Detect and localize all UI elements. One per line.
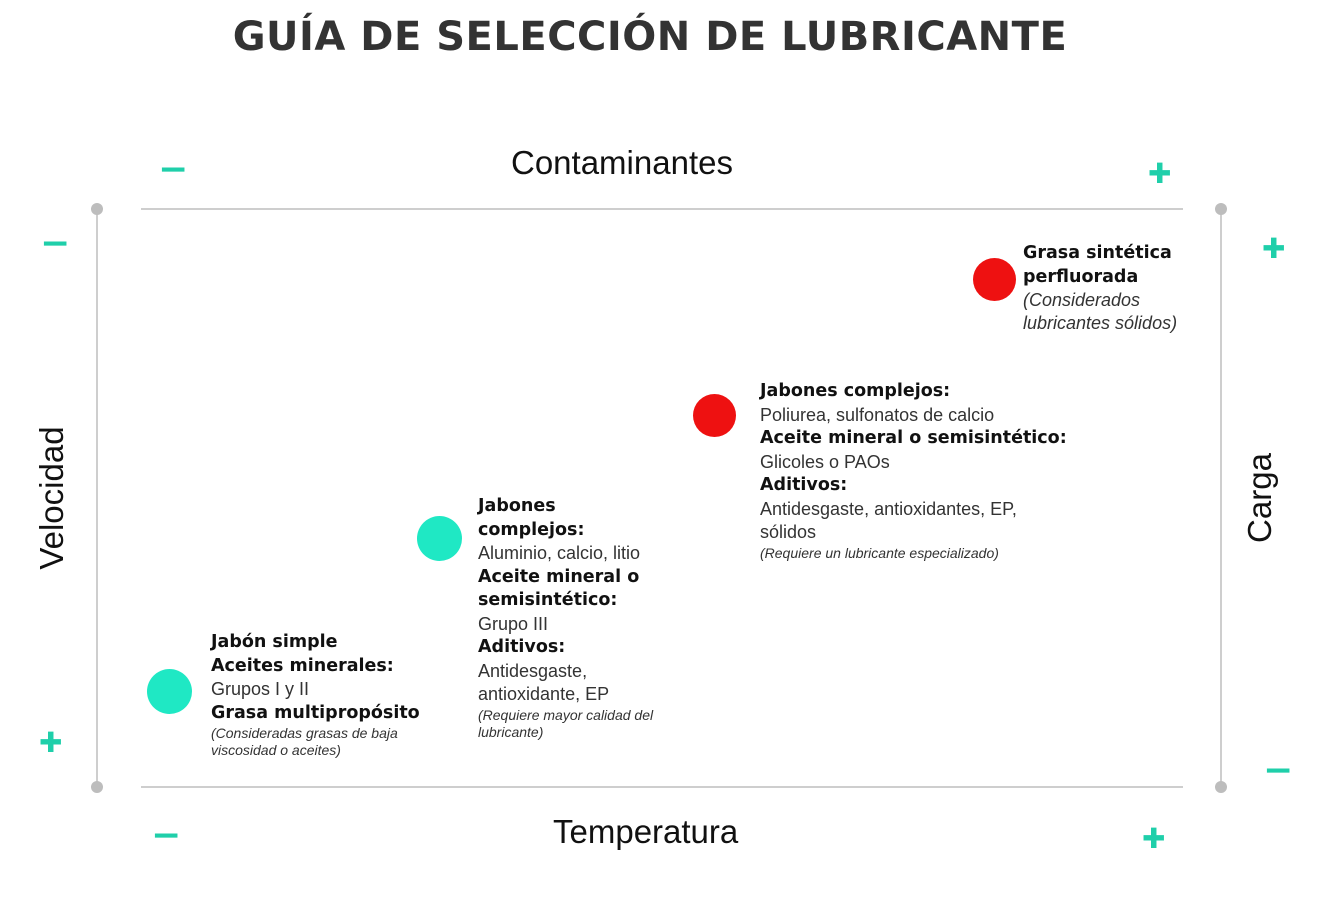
minus-icon-top-left: − <box>158 149 189 190</box>
point-2-line: Aceite mineral o semisintético: <box>478 566 640 610</box>
plus-icon-bottom-right: ✚ <box>1142 822 1166 855</box>
point-1-line: Grasa multipropósito <box>211 702 420 723</box>
point-3-line: Aditivos: <box>760 475 848 495</box>
point-3-line: Glicoles o PAOs <box>760 451 890 472</box>
point-text-4 <box>1023 242 1193 335</box>
point-marker-2 <box>417 516 462 561</box>
corner-dot-bottom-right <box>1215 781 1227 793</box>
point-3-note: (Requiere un lubricante especializado) <box>760 544 999 561</box>
plus-icon-top-right: ✚ <box>1148 157 1172 190</box>
point-3-line: Jabones complejos: <box>760 381 951 401</box>
axis-label-contaminantes: Contaminantes <box>511 144 733 181</box>
corner-dot-bottom-left <box>91 781 103 793</box>
plus-icon-right-top: ✚ <box>1262 232 1286 265</box>
point-marker-4 <box>973 258 1016 301</box>
point-2-line: Grupo III <box>478 613 549 634</box>
axis-label-temperatura: Temperatura <box>553 813 739 850</box>
point-1-note: (Consideradas grasas de baja viscosidad o aceites) <box>211 725 398 758</box>
point-marker-3 <box>693 394 736 437</box>
corner-dot-top-left <box>91 203 103 215</box>
point-marker-1 <box>147 669 192 714</box>
point-1-line: Jabón simple <box>211 632 338 652</box>
minus-icon-bottom-left: − <box>151 815 182 856</box>
point-1-line: Grupos I y II <box>211 679 310 699</box>
plus-icon-left-bottom: ✚ <box>39 726 63 759</box>
page-title: GUÍA DE SELECCIÓN DE LUBRICANTE <box>232 14 1068 60</box>
point-2-line: Jabones complejos: <box>478 496 585 540</box>
point-3-line: Aceite mineral o semisintético: <box>760 428 1067 448</box>
minus-icon-left-top: − <box>40 223 71 264</box>
point-4-note: (Considerados lubricantes sólidos) <box>1023 290 1178 333</box>
axis-label-velocidad: Velocidad <box>33 426 70 570</box>
point-4-line: Grasa sintética perfluorada <box>1023 243 1172 287</box>
point-3-line: Poliurea, sulfonatos de calcio <box>760 404 995 425</box>
minus-icon-right-bottom: − <box>1263 750 1294 791</box>
point-2-line: Antidesgaste, antioxidante, EP <box>478 660 610 704</box>
point-text-3 <box>760 380 1080 562</box>
point-2-line: Aluminio, calcio, litio <box>478 543 641 563</box>
point-3-line: Antidesgaste, antioxidantes, EP, sólidos <box>760 498 1017 542</box>
point-1-line: Aceites minerales: <box>211 655 394 676</box>
axis-label-carga: Carga <box>1241 453 1278 543</box>
corner-dot-top-right <box>1215 203 1227 215</box>
point-text-1 <box>211 631 431 759</box>
point-text-2 <box>478 495 668 741</box>
point-2-line: Aditivos: <box>478 637 566 657</box>
point-2-note: (Requiere mayor calidad del lubricante) <box>478 706 654 740</box>
